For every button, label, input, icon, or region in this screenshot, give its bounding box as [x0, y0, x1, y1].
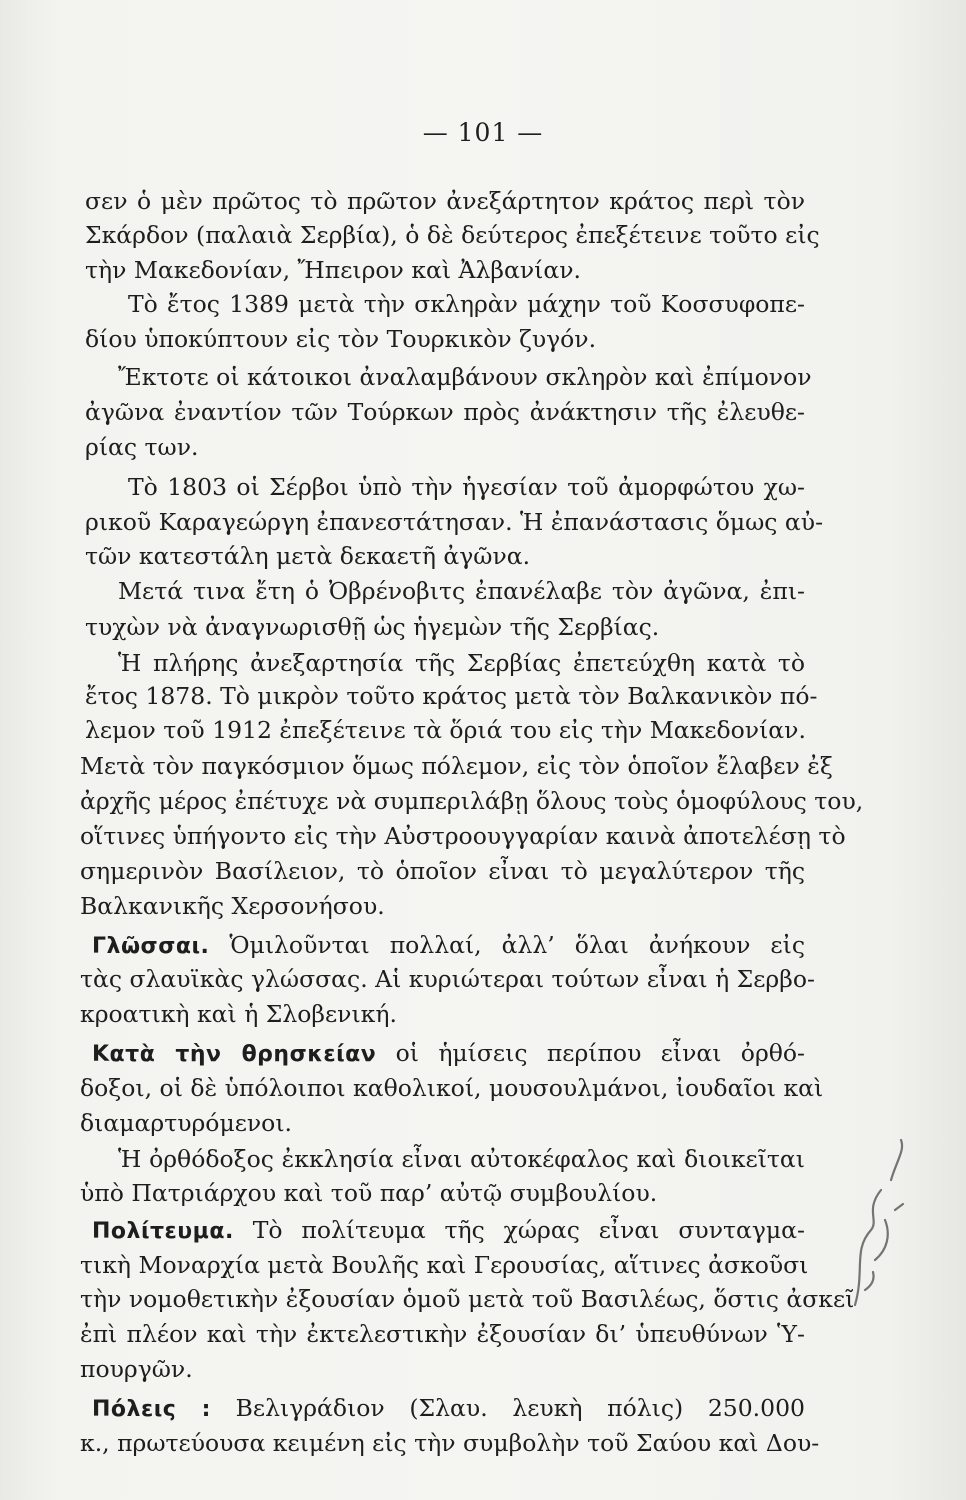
text-line: ὑπὸ Πατριάρχου καὶ τοῦ παρ’ αὐτῷ συμβουλίου. [80, 1179, 658, 1207]
text-line: δοξοι, οἱ δὲ ὑπόλοιποι καθολικοί, μουσουλμάνοι, ἰουδαῖοι καὶ [80, 1074, 824, 1102]
text-line: κροατικὴ καὶ ἡ Σλοβενική. [80, 1000, 397, 1028]
text-line: σημερινὸν Βασίλειον, τὸ ὁποῖον εἶναι τὸ μεγαλύτερον τῆς [80, 857, 805, 885]
text-line: Σκάρδον (παλαιὰ Σερβία), ὁ δὲ δεύτερος ἐπεξέτεινε τοῦτο εἰς [85, 221, 820, 249]
text-line: λεμον τοῦ 1912 ἐπεξέτεινε τὰ ὅριά του εἰς τὴν Μακεδονίαν. [85, 716, 806, 744]
text-line: τὴν νομοθετικὴν ἐξουσίαν ὁμοῦ μετὰ τοῦ Βασιλέως, ὅστις ἀσκεῖ [80, 1285, 855, 1313]
section-heading-government: Πολίτευμα. [92, 1219, 234, 1244]
text-line: ἀρχῆς μέρος ἐπέτυχε νὰ συμπεριλάβῃ ὅλους τοὺς ὁμοφύλους του, [80, 787, 864, 815]
text-line: ρικοῦ Καραγεώργη ἐπανεστάτησαν. Ἡ ἐπανάστασις ὅμως αὐ- [85, 508, 824, 536]
text-line: Ἔκτοτε οἱ κάτοικοι ἀναλαμβάνουν σκληρὸν καὶ ἐπίμονον [118, 363, 812, 391]
text-line: οἵτινες ὑπήγοντο εἰς τὴν Αὐστροουγγαρίαν καινὰ ἀποτελέσῃ τὸ [80, 822, 846, 850]
religion-paragraph [92, 1038, 805, 1070]
text-line: Μετά τινα ἔτη ὁ Ὀβρένοβιτς ἐπανέλαβε τὸν ἀγῶνα, ἐπι- [118, 577, 805, 605]
text-line: τὴν Μακεδονίαν, Ἤπειρον καὶ Ἀλβανίαν. [85, 256, 582, 284]
text-line: Ὁμιλοῦνται πολλαί, ἀλλ’ ὅλαι ἀνήκουν εἰς [229, 931, 805, 959]
text-line: σεν ὁ μὲν πρῶτος τὸ πρῶτον ἀνεξάρτητον κράτος περὶ τὸν [85, 187, 805, 215]
government-paragraph [92, 1215, 805, 1247]
text-line: κ., πρωτεύουσα κειμένη εἰς τὴν συμβολὴν τοῦ Σαύου καὶ Δου- [80, 1429, 820, 1457]
cities-paragraph [92, 1393, 805, 1425]
handwritten-margin-note [835, 1120, 915, 1320]
text-line: Τὸ 1803 οἱ Σέρβοι ὑπὸ τὴν ἡγεσίαν τοῦ ἀμορφώτου χω- [128, 473, 805, 501]
text-line: Μετὰ τὸν παγκόσμιον ὅμως πόλεμον, εἰς τὸν ὁποῖον ἔλαβεν ἐξ [80, 752, 833, 780]
text-line: πουργῶν. [80, 1355, 193, 1383]
text-line: οἱ ἡμίσεις περίπου εἶναι ὀρθό- [395, 1039, 805, 1067]
section-heading-religion: Κατὰ τὴν θρησκείαν [92, 1042, 377, 1067]
text-line: Ἡ ὀρθόδοξος ἐκκλησία εἶναι αὐτοκέφαλος καὶ διοικεῖται [118, 1145, 805, 1173]
text-line: ἔτος 1878. Τὸ μικρὸν τοῦτο κράτος μετὰ τὸν Βαλκανικὸν πό- [85, 682, 818, 710]
text-line: ἐπὶ πλέον καὶ τὴν ἐκτελεστικὴν ἐξουσίαν δι’ ὑπευθύνων Ὑ- [80, 1320, 805, 1348]
text-line: δίου ὑποκύπτουν εἰς τὸν Τουρκικὸν ζυγόν. [85, 325, 597, 353]
text-line: τικὴ Μοναρχία μετὰ Βουλῆς καὶ Γερουσίας, αἵτινες ἀσκοῦσι [80, 1251, 809, 1279]
text-line: Βαλκανικῆς Χερσονήσου. [80, 892, 385, 920]
text-line: ρίας των. [85, 433, 199, 461]
text-line: Τὸ ἔτος 1389 μετὰ τὴν σκληρὰν μάχην τοῦ Κοσσυφοπε- [128, 290, 805, 318]
text-line: διαμαρτυρόμενοι. [80, 1109, 293, 1137]
text-line: Ἡ πλήρης ἀνεξαρτησία τῆς Σερβίας ἐπετεύχθη κατὰ τὸ [118, 649, 805, 677]
text-line: Βελιγράδιον (Σλαυ. λευκὴ πόλις) 250.000 [235, 1394, 806, 1422]
text-line: τὰς σλαυϊκὰς γλώσσας. Αἱ κυριώτεραι τούτων εἶναι ἡ Σερβο- [80, 965, 815, 993]
section-heading-cities: Πόλεις : [92, 1397, 211, 1422]
languages-paragraph [92, 930, 805, 962]
page-number: — 101 — [422, 118, 544, 147]
section-heading-languages: Γλῶσσαι. [92, 934, 210, 959]
text-line: τυχὼν νὰ ἀναγνωρισθῇ ὡς ἡγεμὼν τῆς Σερβίας. [85, 613, 660, 641]
text-line: Τὸ πολίτευμα τῆς χώρας εἶναι συνταγμα- [252, 1216, 805, 1244]
text-line: ἀγῶνα ἐναντίον τῶν Τούρκων πρὸς ἀνάκτησιν τῆς ἐλευθε- [85, 398, 805, 426]
text-line: τῶν κατεστάλη μετὰ δεκαετῆ ἀγῶνα. [85, 542, 531, 570]
